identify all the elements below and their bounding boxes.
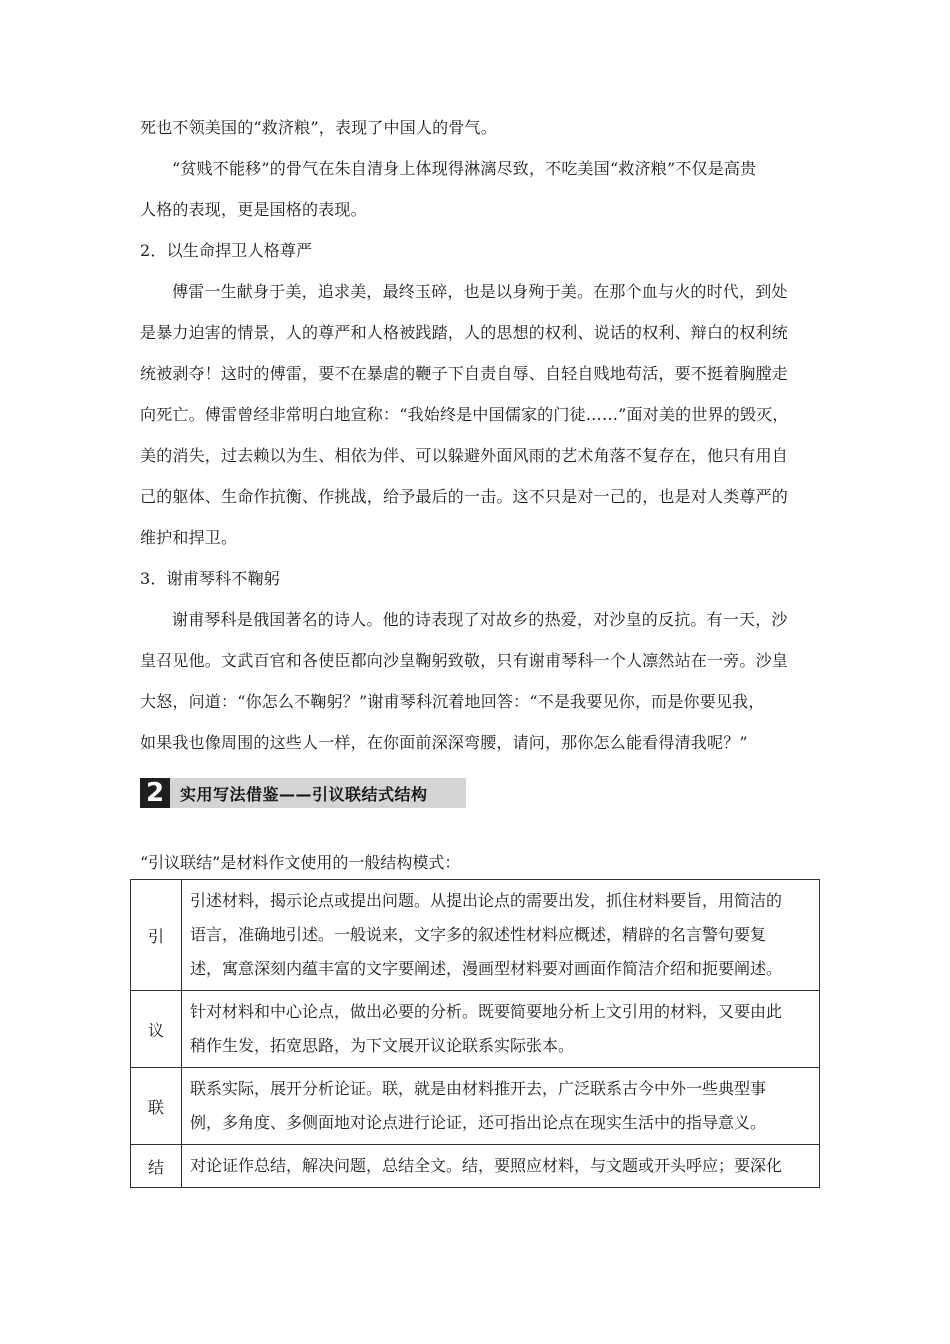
cell-line: 例，多角度、多侧面地对论点进行论证，还可指出论点在现实生活中的指导意义。 — [190, 1113, 767, 1132]
cell-line: 述，寓意深刻内蕴丰富的文字要阐述，漫画型材料要对画面作简洁介绍和扼要阐述。 — [190, 959, 783, 978]
text-line: 维护和捍卫。 — [140, 528, 238, 547]
text-line: 如果我也像周围的这些人一样，在你面前深深弯腰，请问，那你怎么能看得清我呢？” — [140, 733, 748, 752]
row-key: 联 — [131, 1068, 182, 1145]
body-text — [140, 118, 820, 774]
row-key: 结 — [131, 1145, 182, 1188]
text-line: “贫贱不能移”的骨气在朱自清身上体现得淋漓尽致，不吃美国“救济粮”不仅是高贵 — [172, 159, 757, 178]
cell-line: 引述材料，揭示论点或提出问题。从提出论点的需要出发，抓住材料要旨，用简洁的 — [190, 891, 783, 910]
intro-text: “引议联结”是材料作文使用的一般结构模式： — [140, 853, 461, 872]
table-row — [131, 991, 820, 1068]
row-description — [182, 991, 820, 1068]
text-line: 傅雷一生献身于美，追求美，最终玉碎，也是以身殉于美。在那个血与火的时代，到处 — [172, 282, 788, 301]
text-line: 谢甫琴科是俄国著名的诗人。他的诗表现了对故乡的热爱，对沙皇的反抗。有一天，沙 — [172, 610, 788, 629]
cell-line: 对论证作总结，解决问题，总结全文。结，要照应材料，与文题或开头呼应；要深化 — [190, 1156, 783, 1175]
table-row — [131, 1068, 820, 1145]
cell-line: 针对材料和中心论点，做出必要的分析。既要简要地分析上文引用的材料，又要由此 — [190, 1002, 783, 1021]
text-line: 向死亡。傅雷曾经非常明白地宣称：“我始终是中国儒家的门徒……”面对美的世界的毁灭， — [140, 405, 789, 424]
section-title: 实用写法借鉴——引议联结式结构 — [180, 784, 428, 804]
cell-line: 联系实际，展开分析论证。联，就是由材料推开去，广泛联系古今中外一些典型事 — [190, 1079, 767, 1098]
row-key: 引 — [131, 880, 182, 991]
table-row — [131, 880, 820, 991]
text-line: 己的躯体、生命作抗衡、作挑战，给予最后的一击。这不只是对一己的，也是对人类尊严的 — [140, 487, 789, 506]
row-description — [182, 1068, 820, 1145]
cell-line: 语言，准确地引述。一般说来，文字多的叙述性材料应概述，精辟的名言警句要复 — [190, 925, 767, 944]
row-description — [182, 1145, 820, 1188]
table-row — [131, 1145, 820, 1188]
cell-line: 稍作生发，拓宽思路，为下文展开议论联系实际张本。 — [190, 1036, 575, 1055]
text-line: 大怒，问道：“你怎么不鞠躬？”谢甫琴科沉着地回答：“不是我要见你，而是你要见我， — [140, 692, 765, 711]
text-line: 美的消失，过去赖以为生、相依为伴、可以躲避外面风雨的艺术角落不复存在，他只有用自 — [140, 446, 789, 465]
text-line: 死也不领美国的“救济粮”，表现了中国人的骨气。 — [140, 118, 497, 137]
text-line: 统被剥夺！这时的傅雷，要不在暴虐的鞭子下自责自辱、自轻自贱地苟活，要不挺着胸膛走 — [140, 364, 789, 383]
row-key: 议 — [131, 991, 182, 1068]
subheading: 3．谢甫琴科不鞠躬 — [140, 569, 280, 588]
section-number: 2 — [140, 778, 170, 808]
row-description — [182, 880, 820, 991]
text-line: 人格的表现，更是国格的表现。 — [140, 200, 367, 219]
section-banner — [140, 778, 466, 808]
text-line: 是暴力迫害的情景，人的尊严和人格被践踏，人的思想的权利、说话的权利、辩白的权利统 — [140, 323, 789, 342]
text-line: 皇召见他。文武百官和各使臣都向沙皇鞠躬致敬，只有谢甫琴科一个人凛然站在一旁。沙皇 — [140, 651, 789, 670]
subheading: 2．以生命捍卫人格尊严 — [140, 241, 313, 260]
structure-table — [130, 879, 820, 1188]
